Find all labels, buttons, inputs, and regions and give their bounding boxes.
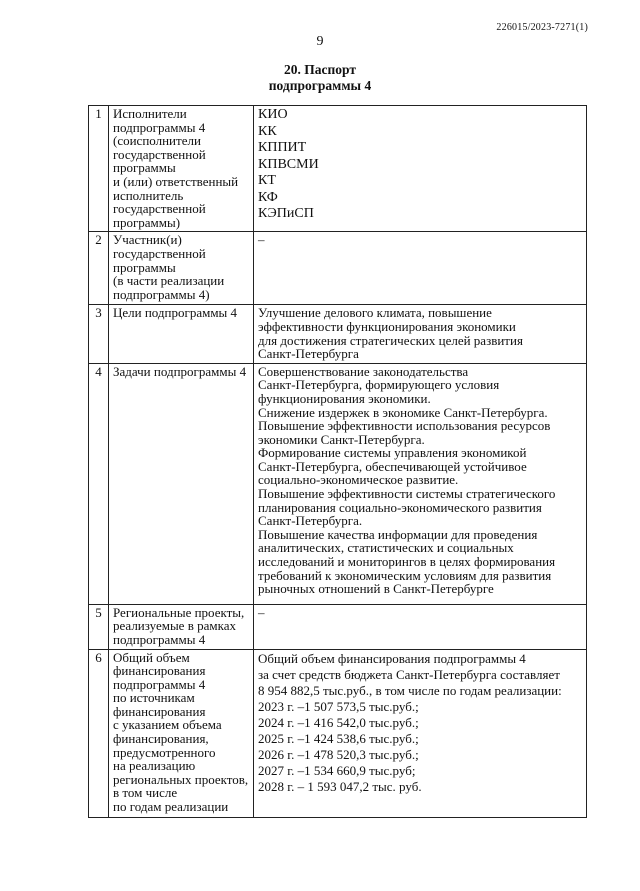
row-number: 5 (89, 604, 109, 649)
label-line: государственной (113, 146, 206, 162)
label-line: в том числе (113, 785, 178, 801)
value-line: экономики Санкт-Петербурга. (258, 431, 425, 447)
value-line: требований к экономическим условиям для развития (258, 567, 552, 583)
value-line: Снижение издержек в экономике Санкт-Петербурга. (258, 404, 548, 420)
row-value (254, 106, 587, 232)
label-line: государственной (113, 245, 206, 261)
financing-line: 2023 г. –1 507 573,5 тыс.руб.; (258, 698, 419, 714)
label-line: финансирования, (113, 731, 209, 747)
financing-line: 2024 г. –1 416 542,0 тыс.руб.; (258, 714, 419, 730)
page-title (0, 62, 640, 94)
executor-code: КК (258, 123, 277, 139)
document-id: 226015/2023-7271(1) (496, 22, 588, 33)
value-line: для достижения стратегических целей развития (258, 332, 523, 348)
passport-table (88, 105, 587, 818)
value-line: Повышение качества информации для проведения (258, 526, 538, 542)
value-line: Санкт-Петербурга. (258, 513, 363, 529)
value-line: Санкт-Петербурга, обеспечивающей устойчивое (258, 458, 527, 474)
table-row (89, 649, 587, 817)
row-label (109, 305, 254, 363)
row-label (109, 649, 254, 817)
label-line: подпрограммы 4) (113, 286, 210, 302)
label-line: исполнитель (113, 187, 184, 203)
label-line: программы (113, 259, 176, 275)
executor-code: КППИТ (258, 140, 307, 155)
label-line: (соисполнители (113, 133, 201, 149)
label-line: финансирования (113, 703, 206, 719)
financing-line: Общий объем финансирования подпрограммы 4 (258, 650, 526, 666)
label-line: предусмотренного (113, 744, 216, 760)
table-row (89, 363, 587, 604)
label-line: и (или) ответственный (113, 173, 239, 189)
executor-code: КТ (258, 173, 276, 188)
label-line: Задачи подпрограммы 4 (113, 363, 247, 379)
row-label (109, 106, 254, 232)
table-row (89, 305, 587, 363)
value-line: Улучшение делового климата, повышение (258, 305, 492, 321)
financing-line: 2026 г. –1 478 520,3 тыс.руб.; (258, 746, 419, 762)
financing-line: 2025 г. –1 424 538,6 тыс.руб.; (258, 730, 419, 746)
label-line: Региональные проекты, (113, 604, 245, 620)
executor-code: КЭПиСП (258, 206, 314, 221)
value-line: Санкт-Петербурга (258, 346, 359, 362)
label-line: финансирования (113, 663, 206, 679)
row-number: 1 (89, 106, 109, 232)
row-value (254, 649, 587, 817)
value-line: социально-экономическое развитие. (258, 472, 459, 488)
label-line: реализуемые в рамках (113, 618, 236, 634)
executor-code: КПВСМИ (258, 156, 319, 172)
value-line: Повышение эффективности использования ресурсов (258, 418, 551, 434)
value-line: эффективности функционирования экономики (258, 318, 516, 334)
value-line: Санкт-Петербурга, формирующего условия (258, 377, 500, 393)
label-line: Цели подпрограммы 4 (113, 305, 238, 321)
title-line: 20. Паспорт (284, 62, 356, 77)
executor-code: КИО (258, 107, 288, 122)
label-line: программы (113, 160, 176, 176)
title-line: подпрограммы 4 (268, 78, 372, 93)
label-line: Общий объем (113, 649, 190, 665)
label-line: подпрограммы 4 (113, 676, 206, 692)
label-line: программы) (113, 214, 181, 230)
label-line: по источникам (113, 690, 195, 706)
label-line: региональных проектов, (113, 771, 249, 787)
executor-code: КФ (258, 189, 278, 205)
label-line: государственной (113, 201, 206, 217)
label-line: Исполнители (113, 106, 187, 121)
page-number: 9 (316, 34, 324, 49)
value-line: – (258, 604, 265, 620)
row-label (109, 604, 254, 649)
value-line: исследований и мониторингов в целях формирования (258, 554, 556, 570)
financing-line: 2028 г. – 1 593 047,2 тыс. руб. (258, 778, 422, 794)
label-line: Участник(и) (113, 232, 182, 248)
row-value (254, 604, 587, 649)
value-line: Формирование системы управления экономикой (258, 445, 527, 461)
label-line: на реализацию (113, 758, 196, 774)
row-value (254, 363, 587, 604)
row-number: 2 (89, 232, 109, 305)
value-line: – (258, 232, 265, 248)
row-value (254, 232, 587, 305)
value-line: рыночных отношений в Санкт-Петербурге (258, 581, 494, 597)
row-number: 3 (89, 305, 109, 363)
row-number: 6 (89, 649, 109, 817)
financing-line: 2027 г. –1 534 660,9 тыс.руб; (258, 762, 416, 778)
label-line: подпрограммы 4 (113, 119, 206, 135)
row-label (109, 232, 254, 305)
financing-line: за счет средств бюджета Санкт-Петербурга составляет (258, 666, 560, 682)
financing-line: 8 954 882,5 тыс.руб., в том числе по годам реализации: (258, 682, 562, 698)
value-line: аналитических, статистических и социальных (258, 540, 514, 556)
value-line: планирования социально-экономического развития (258, 499, 542, 515)
table-row (89, 604, 587, 649)
value-line: Повышение эффективности системы стратегического (258, 486, 556, 502)
label-line: по годам реализации (113, 799, 229, 815)
row-value (254, 305, 587, 363)
value-line: функционирования экономики. (258, 390, 431, 406)
label-line: (в части реализации (113, 273, 225, 289)
value-line: Совершенствование законодательства (258, 363, 469, 379)
row-number: 4 (89, 363, 109, 604)
table-row (89, 232, 587, 305)
table-row (89, 106, 587, 232)
label-line: с указанием объема (113, 717, 222, 733)
row-label (109, 363, 254, 604)
label-line: подпрограммы 4 (113, 631, 206, 647)
